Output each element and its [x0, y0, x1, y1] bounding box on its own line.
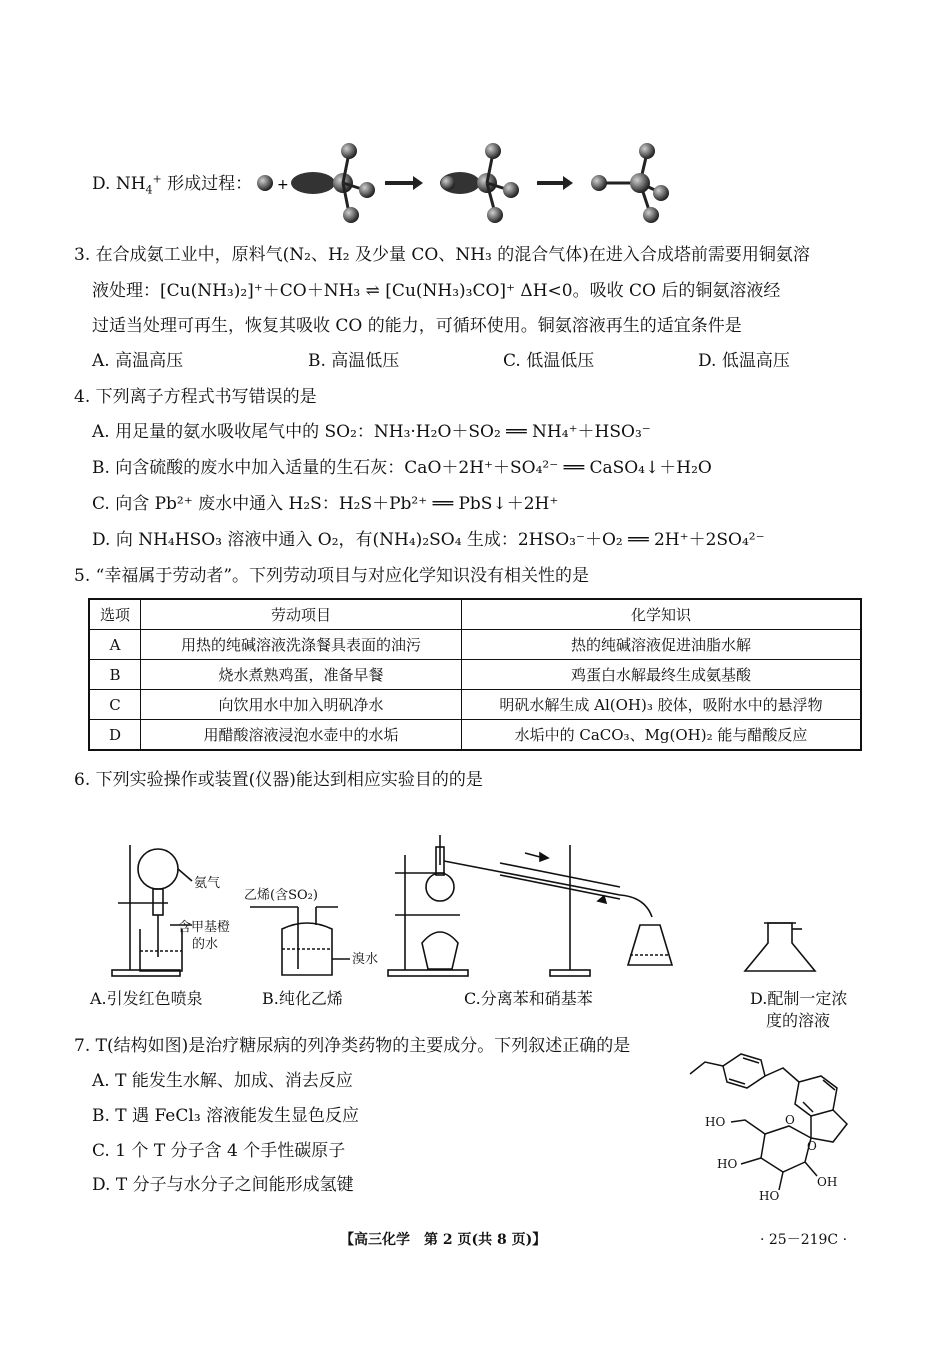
- arrow-icon: [385, 176, 423, 190]
- q5-stem: 5. “幸福属于劳动者”。下列劳动项目与对应化学知识没有相关性的是: [74, 566, 590, 586]
- struct-label: O: [785, 1113, 795, 1127]
- table-row: B 烧水煮熟鸡蛋，准备早餐 鸡蛋白水解最终生成氨基酸: [89, 660, 861, 690]
- q3-line-1: 3. 在合成氨工业中，原料气(N₂、H₂ 及少量 CO、NH₃ 的混合气体)在进入合成塔前需要用铜氨溶: [74, 245, 810, 265]
- fountain-apparatus: [112, 845, 192, 976]
- q3-option-a: A. 高温高压: [92, 351, 184, 371]
- q4-option-c: C. 向含 Pb²⁺ 废水中通入 H₂S：H₂S＋Pb²⁺ ══ PbS↓＋2H⁺: [92, 494, 559, 514]
- gas-wash-bottle: [250, 907, 350, 975]
- table-row: D 用醋酸溶液浸泡水壶中的水垢 水垢中的 CaCO₃、Mg(OH)₂ 能与醋酸反应: [89, 720, 861, 751]
- q6-caption-b: B.纯化乙烯: [262, 989, 343, 1008]
- q4-option-b: B. 向含硫酸的废水中加入适量的生石灰：CaO＋2H⁺＋SO₄²⁻ ══ CaSO₄↓＋H₂O: [92, 458, 712, 478]
- intermediate-molecule: [440, 143, 519, 223]
- struct-label: OH: [817, 1175, 838, 1189]
- q7-stem: 7. T(结构如图)是治疗糖尿病的列净类药物的主要成分。下列叙述正确的是: [74, 1036, 631, 1056]
- q7-option-b: B. T 遇 FeCl₃ 溶液能发生显色反应: [92, 1106, 360, 1126]
- q7-option-c: C. 1 个 T 分子含 4 个手性碳原子: [92, 1141, 346, 1161]
- q6-apparatus-figure: [100, 825, 840, 985]
- ammonia-molecule: [291, 143, 375, 223]
- q7-option-a: A. T 能发生水解、加成、消去反应: [92, 1071, 353, 1091]
- nh4-formation-diagram: [255, 140, 675, 230]
- struct-label: HO: [705, 1115, 726, 1129]
- table-header-cell: 化学知识: [462, 599, 862, 630]
- ammonia-label: 氨气: [194, 876, 221, 891]
- q3-option-c: C. 低温低压: [503, 351, 595, 371]
- hydrogen-ion-atom: [257, 175, 273, 191]
- q4-option-d: D. 向 NH₄HSO₃ 溶液中通入 O₂，有(NH₄)₂SO₄ 生成：2HSO₃⁻＋O₂ ══ 2H⁺＋2SO₄²⁻: [92, 530, 765, 550]
- table-row: C 向饮用水中加入明矾净水 明矾水解生成 Al(OH)₃ 胶体，吸附水中的悬浮物: [89, 690, 861, 720]
- struct-label: HO: [759, 1189, 780, 1203]
- q5-table: [88, 598, 862, 751]
- q6-caption-d-line2: 度的溶液: [766, 1011, 831, 1030]
- q4-stem: 4. 下列离子方程式书写错误的是: [74, 387, 317, 407]
- q3-option-b: B. 高温低压: [308, 351, 400, 371]
- struct-label: HO: [717, 1157, 738, 1171]
- struct-label: O: [807, 1139, 817, 1153]
- ethylene-label: 乙烯(含SO₂): [244, 888, 318, 903]
- q6-caption-d-line1: D.配制一定浓: [750, 989, 848, 1008]
- table-header-cell: 选项: [89, 599, 141, 630]
- table-row: A 用热的纯碱溶液洗涤餐具表面的油污 热的纯碱溶液促进油脂水解: [89, 630, 861, 660]
- table-header-cell: 劳动项目: [141, 599, 462, 630]
- arrow-icon: [537, 176, 573, 190]
- distillation-apparatus: [388, 835, 672, 976]
- q2-option-d: D. $NH_4^+$ 形成过程：: [92, 172, 253, 197]
- compound-t-structure: [685, 1040, 895, 1210]
- q3-option-d: D. 低温高压: [698, 351, 790, 371]
- table-header-row: [89, 599, 861, 630]
- q4-option-a: A. 用足量的氨水吸收尾气中的 SO₂：NH₃·H₂O＋SO₂ ══ NH₄⁺＋HSO₃⁻: [92, 422, 651, 442]
- q6-caption-a: A.引发红色喷泉: [90, 989, 203, 1008]
- q3-line-3: 过适当处理可再生，恢复其吸收 CO 的能力，可循环使用。铜氨溶液再生的适宜条件是: [92, 316, 742, 336]
- ammonium-ion: [591, 143, 669, 223]
- methyl-orange-label-1: 含甲基橙: [178, 920, 231, 935]
- methyl-orange-label-2: 的水: [192, 937, 219, 952]
- exam-code: · 25－219C ·: [760, 1232, 848, 1248]
- q6-caption-c: C.分离苯和硝基苯: [464, 989, 593, 1008]
- svg-text:+: +: [277, 177, 289, 193]
- page-footer: 【高三化学 第 2 页(共 8 页)】: [340, 1232, 547, 1248]
- volumetric-flask: [745, 923, 815, 971]
- q3-line-2: 液处理：[Cu(NH₃)₂]⁺＋CO＋NH₃ ⇌ [Cu(NH₃)₃CO]⁺ ΔH<0。吸收 CO 后的铜氨溶液经: [92, 281, 781, 301]
- bromine-water-label: 溴水: [352, 952, 379, 967]
- q6-stem: 6. 下列实验操作或装置(仪器)能达到相应实验目的的是: [74, 770, 483, 790]
- q7-option-d: D. T 分子与水分子之间能形成氢键: [92, 1175, 354, 1195]
